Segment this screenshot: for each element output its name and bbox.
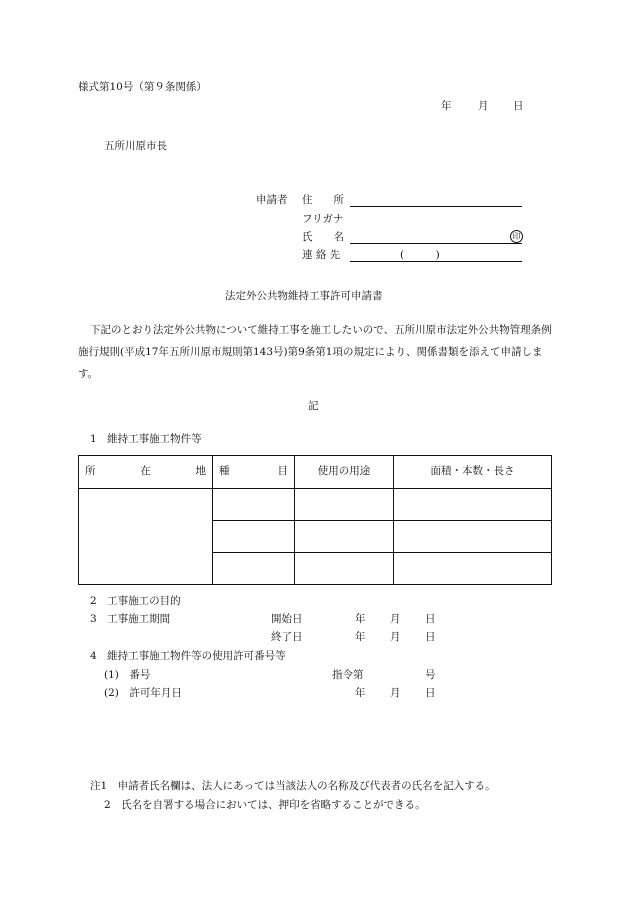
start-day: 日 xyxy=(425,613,436,625)
addressee: 五所川原市長 xyxy=(104,140,167,152)
cell-purpose[interactable] xyxy=(295,521,394,553)
form-number: 様式第10号（第９条関係） xyxy=(78,81,207,93)
cell-location[interactable] xyxy=(79,489,213,585)
cell-type[interactable] xyxy=(213,489,295,521)
date-month-label: 月 xyxy=(478,100,489,112)
table-row xyxy=(79,489,552,521)
contact-paren: ( ) xyxy=(400,249,440,261)
applicant-label: 申請者 xyxy=(256,194,288,206)
header-type: 種 目 xyxy=(213,456,295,489)
section3-heading: 3 工事施工期間 xyxy=(90,613,171,625)
cell-area[interactable] xyxy=(394,521,552,553)
cell-type[interactable] xyxy=(213,521,295,553)
permit-year: 年 xyxy=(355,687,366,699)
header-purpose: 使用の用途 xyxy=(295,456,394,489)
permit-number-label: (1) 番号 xyxy=(104,669,151,681)
permit-month: 月 xyxy=(390,687,401,699)
section1-heading: 1 維持工事施工物件等 xyxy=(90,433,202,445)
address-label: 住 所 xyxy=(302,194,344,206)
date-day-label: 日 xyxy=(513,100,524,112)
contact-label: 連 絡 先 xyxy=(302,249,341,261)
note-1: 注1 申請者氏名欄は、法人にあっては当該法人の名称及び代表者の氏名を記入する。 xyxy=(90,780,496,792)
address-field[interactable] xyxy=(350,206,522,207)
end-year: 年 xyxy=(355,631,366,643)
property-table xyxy=(78,455,552,585)
furigana-label: フリガナ xyxy=(302,213,344,225)
name-field[interactable] xyxy=(350,243,522,244)
document-title: 法定外公共物維持工事許可申請書 xyxy=(225,290,383,302)
ki-heading: 記 xyxy=(308,400,319,412)
go-label: 号 xyxy=(425,669,436,681)
permit-date-label: (2) 許可年月日 xyxy=(104,687,182,699)
cell-purpose[interactable] xyxy=(295,489,394,521)
cell-purpose[interactable] xyxy=(295,553,394,585)
table-header-row xyxy=(79,456,552,489)
cell-area[interactable] xyxy=(394,553,552,585)
header-area: 面積・本数・長さ xyxy=(394,456,552,489)
seal-mark: 印 xyxy=(510,230,523,243)
name-label: 氏 名 xyxy=(302,231,344,243)
end-day: 日 xyxy=(425,631,436,643)
date-year-label: 年 xyxy=(441,100,452,112)
end-date-label: 終了日 xyxy=(271,631,303,643)
section2-heading: 2 工事施工の目的 xyxy=(90,595,181,607)
shirei-label: 指令第 xyxy=(332,669,364,681)
start-year: 年 xyxy=(355,613,366,625)
cell-area[interactable] xyxy=(394,489,552,521)
start-month: 月 xyxy=(390,613,401,625)
cell-type[interactable] xyxy=(213,553,295,585)
start-date-label: 開始日 xyxy=(271,613,303,625)
end-month: 月 xyxy=(390,631,401,643)
permit-day: 日 xyxy=(425,687,436,699)
section4-heading: 4 維持工事施工物件等の使用許可番号等 xyxy=(90,650,286,662)
header-location: 所 在 地 xyxy=(79,456,213,489)
contact-field[interactable] xyxy=(350,261,522,262)
body-text: 下記のとおり法定外公共物について維持工事を施工したいので、五所川原市法定外公共物管理条例施行規則(平成17年五所川原市規則第143号)第9条第1項の規定により、関係書類を添えて申請します。 xyxy=(78,324,552,380)
note-2: 2 氏名を自署する場合においては、押印を省略することができる。 xyxy=(104,799,426,811)
